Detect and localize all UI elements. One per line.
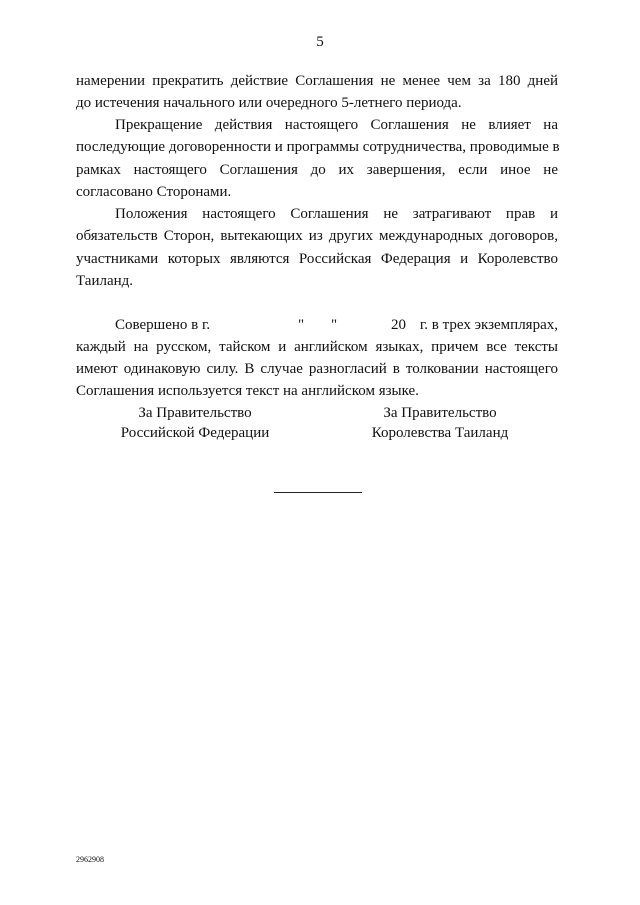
paragraph-2-line-4: согласовано Сторонами. (76, 184, 232, 200)
paragraph-3-line-1: Положения настоящего Соглашения не затрагивают прав и (115, 206, 558, 222)
closing-rule (274, 492, 362, 493)
paragraph-4-line-4: Соглашения используется текст на английском языке. (76, 383, 419, 399)
paragraph-4-line-3: имеют одинаковую силу. В случае разногласий в толковании настоящего (76, 361, 558, 377)
copies-text: г. в трех экземплярах, (419, 317, 558, 333)
paragraph-2-line-3: рамках настоящего Соглашения до их завершения, если иное не (76, 162, 558, 178)
document-id: 2962908 (76, 855, 104, 864)
paragraph-1-line-1: намерении прекратить действие Соглашения не менее чем за 180 дней (76, 73, 558, 89)
paragraph-2-line-2: последующие договоренности и программы сотрудничества, проводимые в (76, 139, 560, 155)
page-number: 5 (316, 34, 324, 50)
paragraph-2-line-1: Прекращение действия настоящего Соглашения не влияет на (115, 117, 558, 133)
signature-thailand-line-2: Королевства Таиланд (371, 425, 509, 441)
open-quote: " (298, 317, 305, 333)
signature-block-russia (85, 403, 305, 443)
paragraph-3-line-2: обязательств Сторон, вытекающих из других международных договоров, (76, 228, 558, 244)
signature-russia-line-1: За Правительство (138, 405, 252, 421)
year-prefix: 20 (391, 317, 406, 333)
signature-russia-line-2: Российской Федерации (120, 425, 270, 441)
paragraph-3-line-4: Таиланд. (76, 273, 134, 289)
paragraph-3-line-3: участниками которых являются Российская Федерация и Королевство (76, 251, 558, 267)
paragraph-4-line-2: каждый на русском, тайском и английском языках, причем все тексты (76, 339, 558, 355)
signature-block-thailand (330, 403, 550, 443)
close-quote: " (331, 317, 338, 333)
paragraph-1-line-2: до истечения начального или очередного 5-летнего периода. (76, 95, 462, 111)
done-at-text: Совершено в г. (115, 317, 211, 333)
signature-thailand-line-1: За Правительство (383, 405, 497, 421)
